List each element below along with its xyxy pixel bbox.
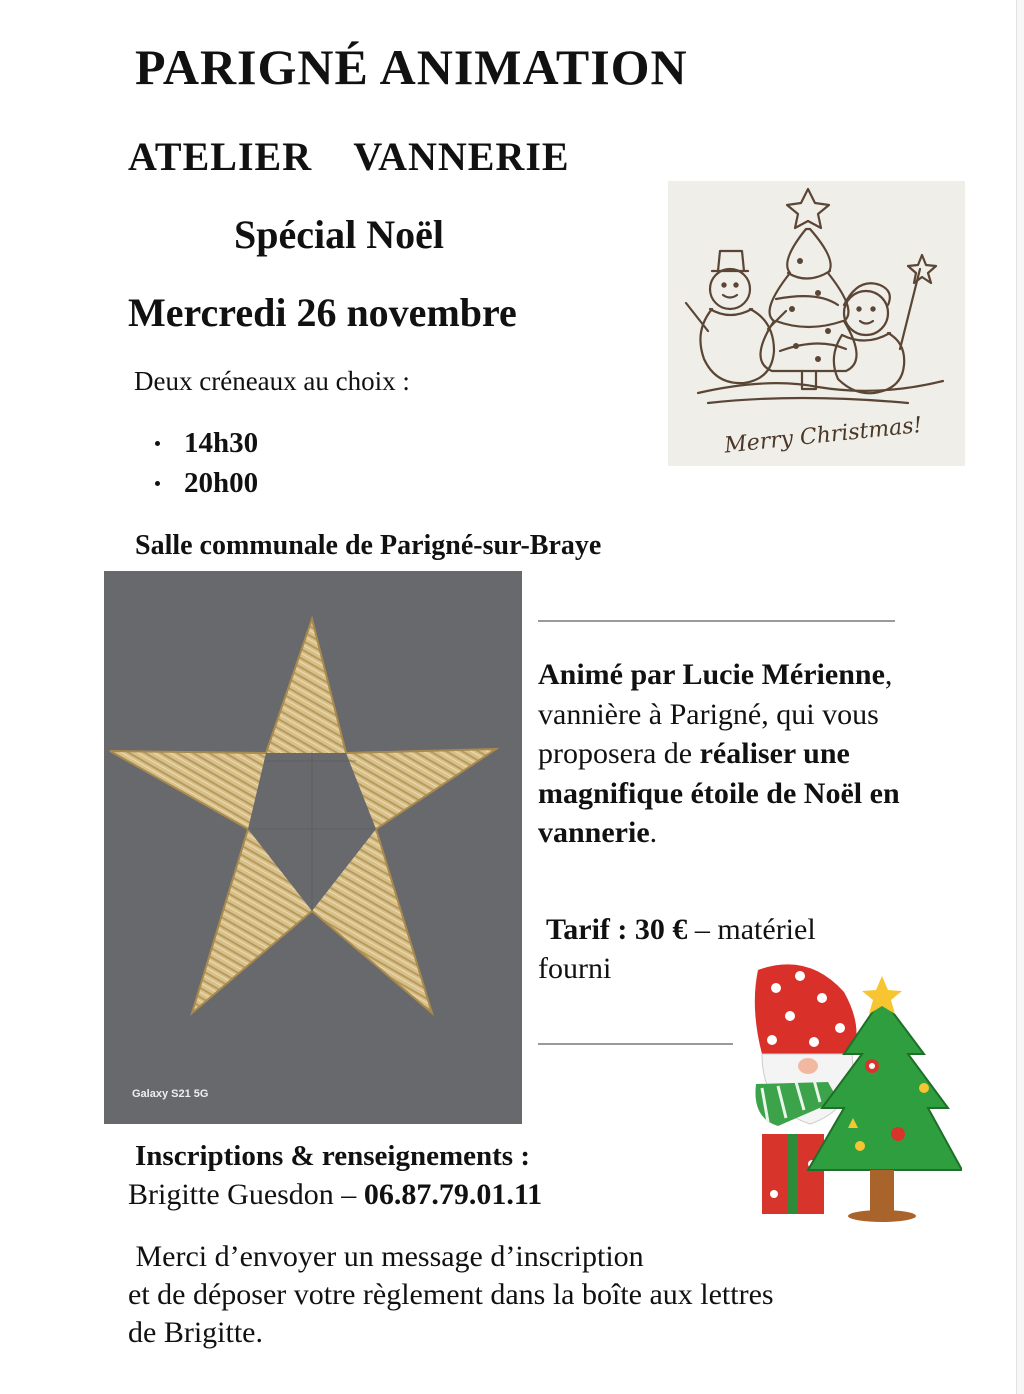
workshop-description xyxy=(538,655,918,853)
description-end: . xyxy=(649,816,658,849)
gnome-icon xyxy=(748,958,962,1230)
wicker-star-photo xyxy=(104,571,522,1124)
time-slot-label: 20h00 xyxy=(184,467,259,499)
description-highlight: réaliser une magnifique étoile de Noël en vannerie xyxy=(538,737,900,849)
description-text: , vannière à Parigné, qui vous proposera de xyxy=(538,658,893,770)
contact-line xyxy=(128,1178,542,1212)
registration-heading: Inscriptions & renseignements : xyxy=(135,1140,530,1172)
time-slot-label: 14h30 xyxy=(184,427,259,459)
event-date: Mercredi 26 novembre xyxy=(128,290,517,335)
time-slot-2 xyxy=(155,467,258,500)
wicker-star-icon xyxy=(104,571,522,1124)
note-line: Merci d’envoyer un message d’inscription xyxy=(128,1240,644,1273)
flyer-title: PARIGNÉ ANIMATION xyxy=(135,39,688,95)
bullet-icon xyxy=(155,481,160,486)
note-line: et de déposer votre règlement dans la boîte aux lettres xyxy=(128,1278,774,1311)
special-heading: Spécial Noël xyxy=(234,212,444,257)
merry-christmas-illustration xyxy=(668,181,965,466)
gnome-tree-illustration xyxy=(748,958,962,1230)
contact-name: Brigitte Guesdon – xyxy=(128,1178,364,1211)
contact-phone: 06.87.79.01.11 xyxy=(363,1178,543,1211)
host-name: Animé par Lucie Mérienne xyxy=(538,658,885,691)
snowmen-tree-drawing xyxy=(668,181,965,466)
photo-watermark: Galaxy S21 5G xyxy=(132,1088,209,1100)
price-label: Tarif : 30 € xyxy=(546,913,688,946)
merry-christmas-text: Merry Christmas! xyxy=(723,412,924,459)
slots-intro: Deux créneaux au choix : xyxy=(134,366,410,396)
workshop-name: ATELIER VANNERIE xyxy=(128,134,570,179)
registration-note xyxy=(128,1238,888,1352)
venue: Salle communale de Parigné-sur-Braye xyxy=(135,530,602,561)
divider xyxy=(538,620,895,622)
price-details: – matériel fourni xyxy=(538,913,816,985)
bullet-icon xyxy=(155,441,160,446)
divider xyxy=(538,1043,733,1045)
note-line: de Brigitte. xyxy=(128,1316,263,1349)
time-slot-1 xyxy=(155,427,258,460)
